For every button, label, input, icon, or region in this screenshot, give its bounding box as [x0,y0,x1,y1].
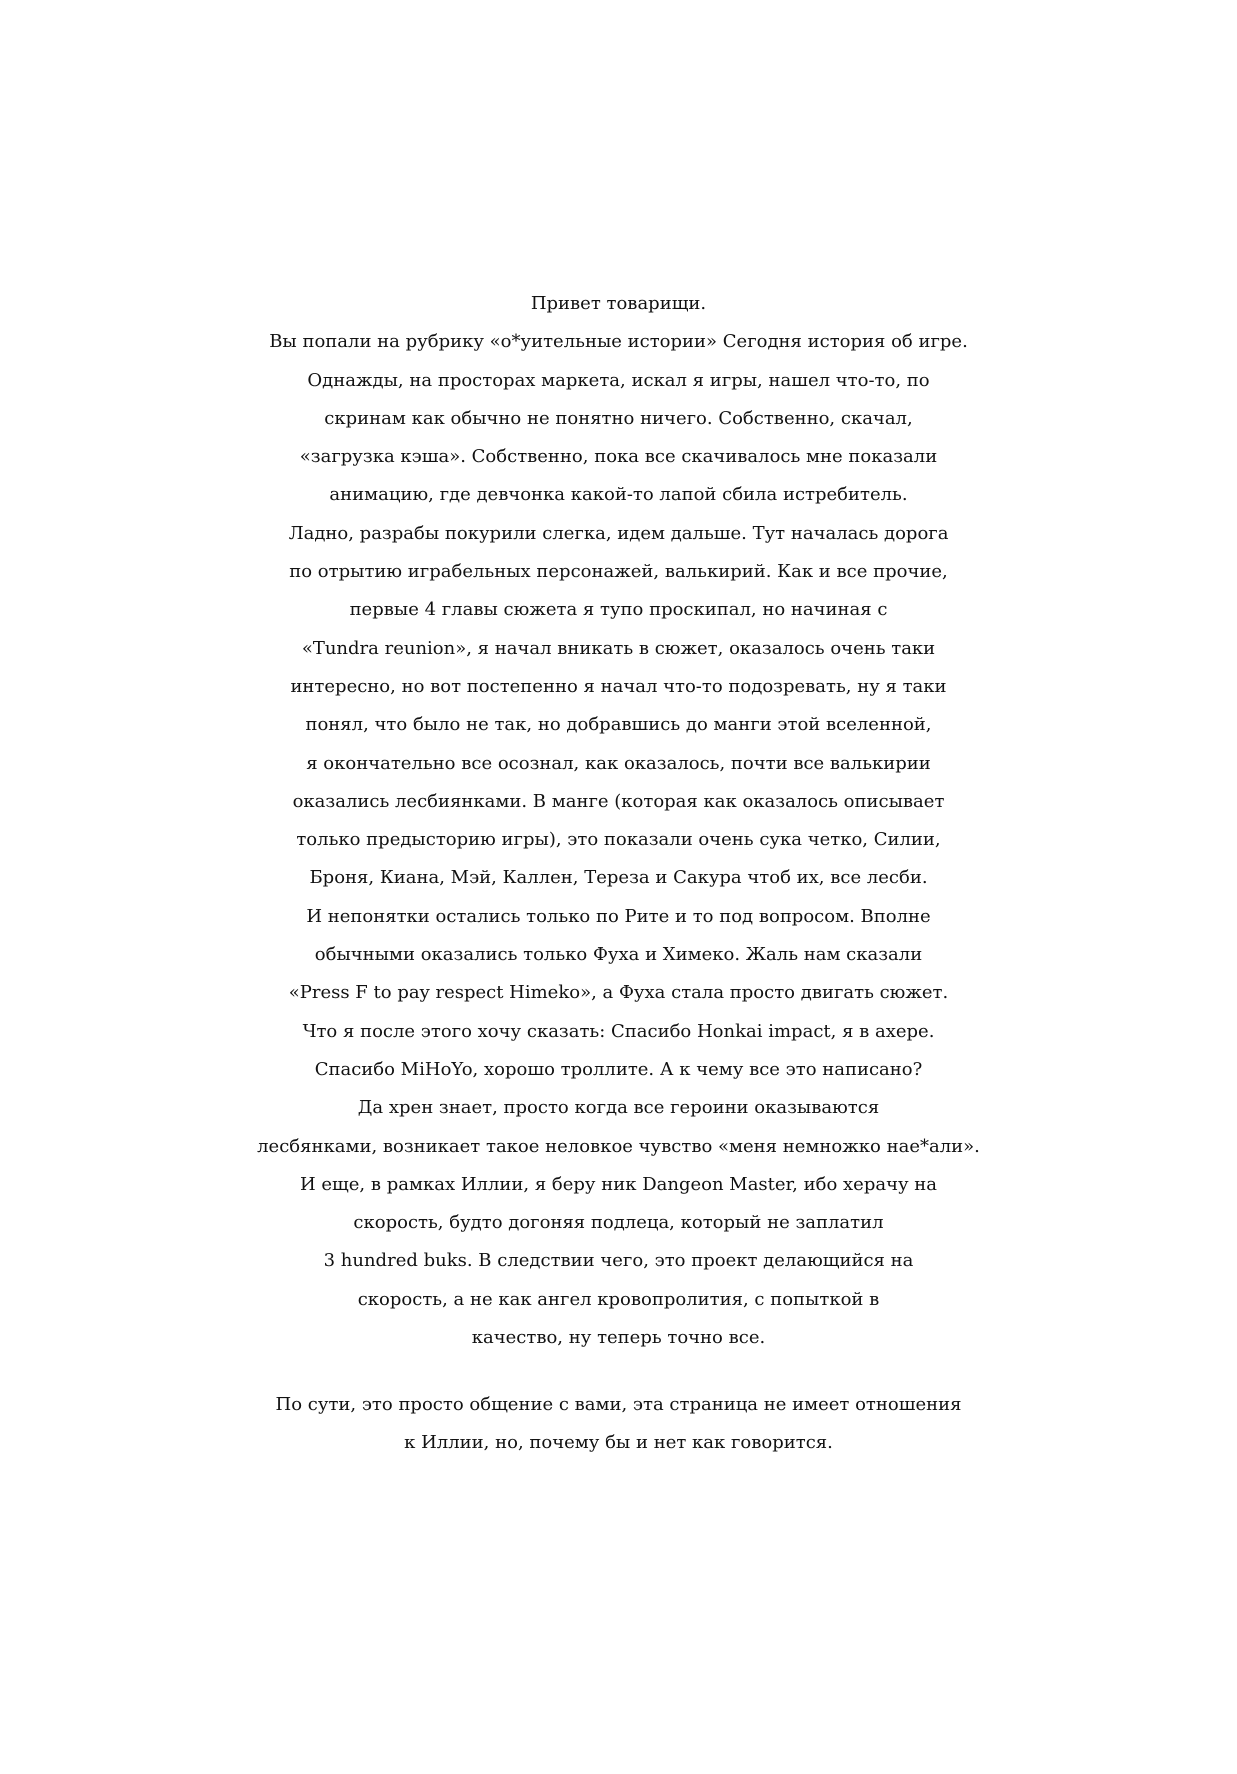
text-line: И непонятки остались только по Рите и то под вопросом. Вполне [306,905,931,927]
text-line: качество, ну теперь точно все. [471,1327,766,1349]
text-line: скринам как обычно не понятно ничего. Собственно, скачал, [324,407,913,429]
text-line: первые 4 главы сюжета я тупо проскипал, но начиная с [349,599,888,621]
text-line: анимацию, где девчонка какой-то лапой сбила истребитель. [329,484,908,506]
text-line: только предысторию игры), это показали очень сука четко, Силии, [296,829,941,851]
text-line: «загрузка кэша». Собственно, пока все скачивалось мне показали [299,446,938,468]
text-line: по отрытию играбельных персонажей, валькирий. Как и все прочие, [289,561,948,583]
text-line: оказались лесбиянками. В манге (которая как оказалось описывает [292,790,945,812]
text-line: 3 hundred buks. В следствии чего, это проект делающийся на [323,1250,914,1272]
text-line: «Tundra reunion», я начал вникать в сюжет, оказалось очень таки [301,637,936,659]
text-line: Броня, Киана, Мэй, Каллен, Тереза и Сакура чтоб их, все лесби. [309,867,928,889]
text-line: И еще, в рамках Иллии, я беру ник Dangeon Master, ибо херачу на [299,1173,938,1195]
text-line: Что я после этого хочу сказать: Спасибо Honkai impact, я в ахере. [302,1020,935,1042]
text-line: я окончательно все осознал, как оказалось, почти все валькирии [306,752,931,774]
text-line: скорость, а не как ангел кровопролития, с попыткой в [357,1288,880,1310]
text-line: Однажды, на просторах маркета, искал я игры, нашел что-то, по [307,369,930,391]
text-line: обычными оказались только Фуха и Химеко. Жаль нам сказали [314,944,923,966]
text-line: скорость, будто догоняя подлеца, который не заплатил [353,1212,884,1234]
text-line: «Press F to pay respect Himeko», а Фуха стала просто двигать сюжет. [288,982,949,1004]
outro-text [0,1386,1237,1463]
text-line: Вы попали на рубрику «о*уительные истории» Сегодня история об игре. [269,331,968,353]
text-line: к Иллии, но, почему бы и нет как говорится. [404,1432,833,1454]
text-line: Спасибо MiHoYo, хорошо троллите. А к чему все это написано? [314,1058,923,1080]
text-line: лесбянками, возникает такое неловкое чувство «меня немножко нае*али». [257,1135,980,1157]
text-line: понял, что было не так, но добравшись до манги этой вселенной, [305,714,932,736]
main-text [0,285,1237,1357]
text-line: интересно, но вот постепенно я начал что-то подозревать, ну я таки [290,675,947,697]
text-line: Привет товарищи. [530,293,707,314]
text-line: Да хрен знает, просто когда все героини оказываются [357,1097,880,1119]
text-line: По сути, это просто общение с вами, эта страница не имеет отношения [275,1394,962,1415]
text-line: Ладно, разрабы покурили слегка, идем дальше. Тут началась дорога [288,522,949,544]
